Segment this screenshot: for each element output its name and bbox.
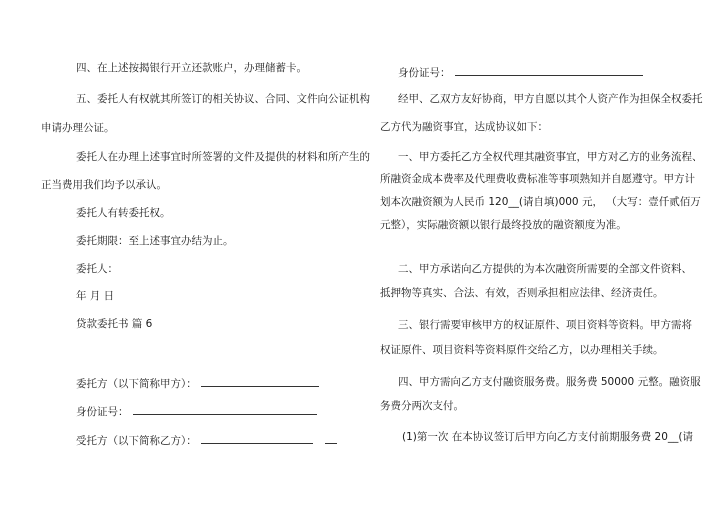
- party-a-label: 委托方（以下简称甲方）：: [76, 378, 197, 390]
- date-line: 年 月 日: [76, 290, 115, 302]
- article-3-line-1: 三、银行需要审核甲方的权证原件、项目资料等资料。甲方需将: [398, 319, 692, 331]
- article-4-line-1: 四、甲方需向乙方支付融资服务费。服务费 50000 元整。融资服: [398, 376, 701, 388]
- expense-text-cont: 正当费用我们均予以承认。: [41, 179, 167, 191]
- party-a-id-field: [76, 403, 317, 419]
- article-1-line-1: 一、甲方委托乙方全权代理其融资事宜，甲方对乙方的业务流程、: [398, 151, 703, 163]
- party-b-blank-extra: [325, 432, 337, 444]
- party-a-blank: [201, 375, 319, 387]
- clause-5-text-cont: 申请办理公证。: [41, 122, 115, 134]
- article-3-line-2: 权证原件、项目资料等资料原件交给乙方，以办理相关手续。: [380, 344, 664, 356]
- article-2-line-1: 二、甲方承诺向乙方提供的为本次融资所需要的全部文件资料、: [398, 263, 692, 275]
- party-a-field: [76, 375, 319, 391]
- expense-text: 委托人在办理上述事宜时所签署的文件及提供的材料和所产生的: [76, 151, 370, 163]
- section-heading: 贷款委托书 篇 6: [76, 318, 153, 330]
- party-a-id-label: 身份证号：: [76, 406, 129, 418]
- payment-1-text: (1)第一次 在本协议签订后甲方向乙方支付前期服务费 20__(请: [402, 431, 694, 443]
- article-4-line-2: 务费分两次支付。: [380, 400, 464, 412]
- intro-text: 经甲、乙双方友好协商，甲方自愿以其个人资产作为担保全权委托: [398, 93, 703, 105]
- article-2-line-2: 抵押物等真实、合法、有效，否则承担相应法律、经济责任。: [380, 287, 664, 299]
- party-b-blank: [201, 432, 313, 444]
- party-b-id-label: 身份证号：: [398, 67, 451, 79]
- term-text: 委托期限：至上述事宜办结为止。: [76, 235, 234, 247]
- intro-text-cont: 乙方代为融资事宜，达成协议如下：: [380, 121, 548, 133]
- article-1-line-3: 划本次融资额为人民币 120__(请自填)000 元， （大写：壹仟贰佰万: [380, 196, 701, 208]
- party-b-id-blank: [455, 64, 643, 76]
- clause-5-text: 五、委托人有权就其所签订的相关协议、合同、文件向公证机构: [76, 93, 370, 105]
- article-1-line-4: 元整），实际融资额以银行最终投放的融资额度为准。: [380, 219, 627, 231]
- clause-4-text: 四、在上述按揭银行开立还款账户，办理储蓄卡。: [76, 62, 307, 74]
- party-a-id-blank: [133, 403, 317, 415]
- party-b-label: 受托方（以下简称乙方）：: [76, 435, 197, 447]
- party-b-id-field: [398, 64, 643, 80]
- subdelegation-text: 委托人有转委托权。: [76, 207, 171, 219]
- principal-signature-label: 委托人：: [76, 263, 118, 275]
- article-1-line-2: 所融资金成本费率及代理费收费标准等事项熟知并自愿遵守。甲方计: [380, 173, 695, 185]
- party-b-field: [76, 432, 337, 448]
